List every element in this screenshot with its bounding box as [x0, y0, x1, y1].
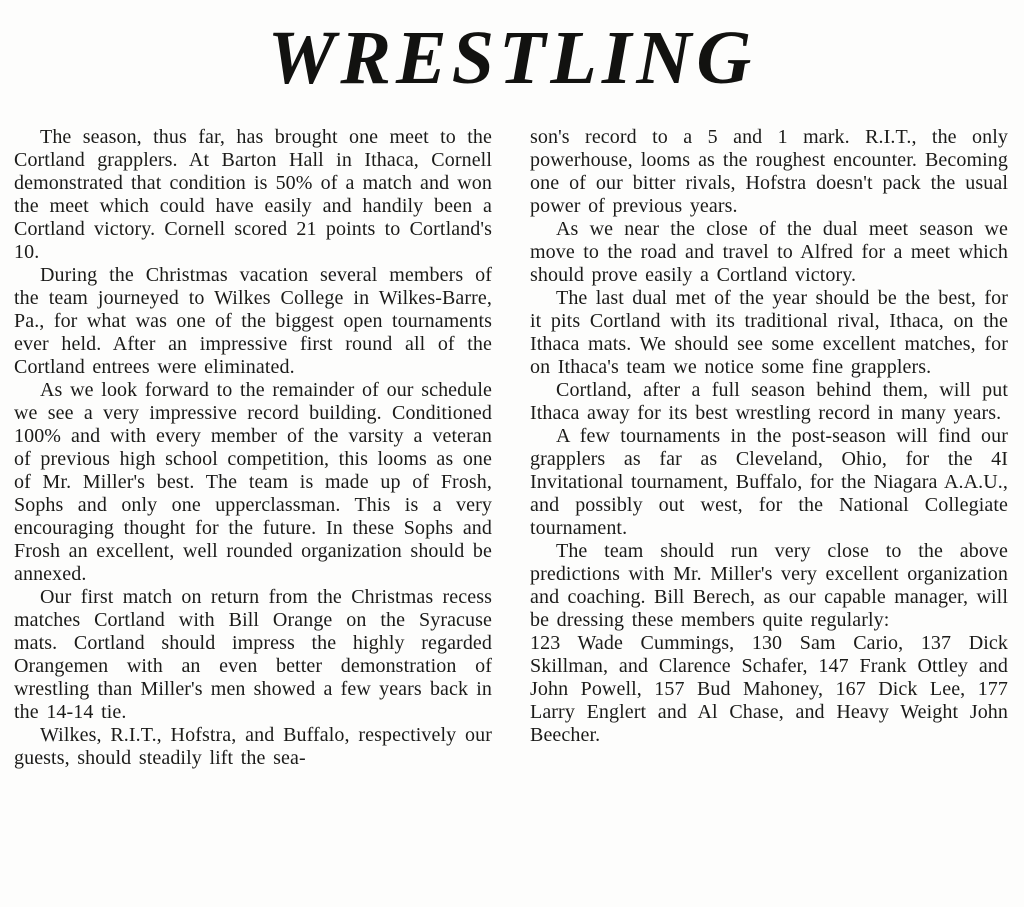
article-body [0, 106, 1024, 770]
paragraph: Our first match on return from the Christmas recess matches Cortland with Bill Orange on the Syracuse mats. Cortland should impress the highly regarded Orangemen with an even better demonstration of wrestling than Miller's men showed a few years back in the 14-14 tie. [14, 586, 492, 723]
yearbook-page [0, 10, 1024, 907]
paragraph: A few tournaments in the post-season will find our grapplers as far as Cleveland, Ohio, for the 4I Invitational tournament, Buffalo, for the Niagara A.A.U., and possibly out west, for the National Collegiate tournament. [530, 425, 1008, 539]
paragraph: Wilkes, R.I.T., Hofstra, and Buffalo, respectively our guests, should steadily lift the sea- [14, 724, 492, 769]
paragraph-continuation: son's record to a 5 and 1 mark. R.I.T., the only powerhouse, looms as the roughest encounter. Becoming one of our bitter rivals, Hofstra doesn't pack the usual power of previous years. [530, 126, 1008, 217]
paragraph: As we look forward to the remainder of our schedule we see a very impressive record building. Conditioned 100% and with every member of the varsity a veteran of previous high school competition, this looms as one of Mr. Miller's best. The team is made up of Frosh, Sophs and only one upperclassman. This is a very encouraging thought for the future. In these Sophs and Frosh an excellent, well rounded organization should be annexed. [14, 379, 492, 585]
paragraph: The season, thus far, has brought one meet to the Cortland grapplers. At Barton Hall in Ithaca, Cornell demonstrated that condition is 50% of a match and won the meet which could have easily and handily been a Cortland victory. Cornell scored 21 points to Cortland's 10. [14, 126, 492, 263]
article-title: WRESTLING [267, 16, 757, 100]
paragraph: Cortland, after a full season behind them, will put Ithaca away for its best wrestling record in many years. [530, 379, 1008, 424]
paragraph: During the Christmas vacation several members of the team journeyed to Wilkes College in Wilkes-Barre, Pa., for what was one of the biggest open tournaments ever held. After an impressive first round all of the Cortland entrees were eliminated. [14, 264, 492, 378]
paragraph-roster: 123 Wade Cummings, 130 Sam Cario, 137 Dick Skillman, and Clarence Schafer, 147 Frank Ottley and John Powell, 157 Bud Mahoney, 167 Dick Lee, 177 Larry Englert and Al Chase, and Heavy Weight John Beecher. [530, 632, 1008, 746]
paragraph: The last dual met of the year should be the best, for it pits Cortland with its traditional rival, Ithaca, on the Ithaca mats. We should see some excellent matches, for on Ithaca's team we notice some fine grapplers. [530, 287, 1008, 378]
left-column [14, 126, 492, 770]
paragraph: As we near the close of the dual meet season we move to the road and travel to Alfred for a meet which should prove easily a Cortland victory. [530, 218, 1008, 286]
right-column [530, 126, 1008, 770]
paragraph: The team should run very close to the above predictions with Mr. Miller's very excellent organization and coaching. Bill Berech, as our capable manager, will be dressing these members quite regularly: [530, 540, 1008, 631]
